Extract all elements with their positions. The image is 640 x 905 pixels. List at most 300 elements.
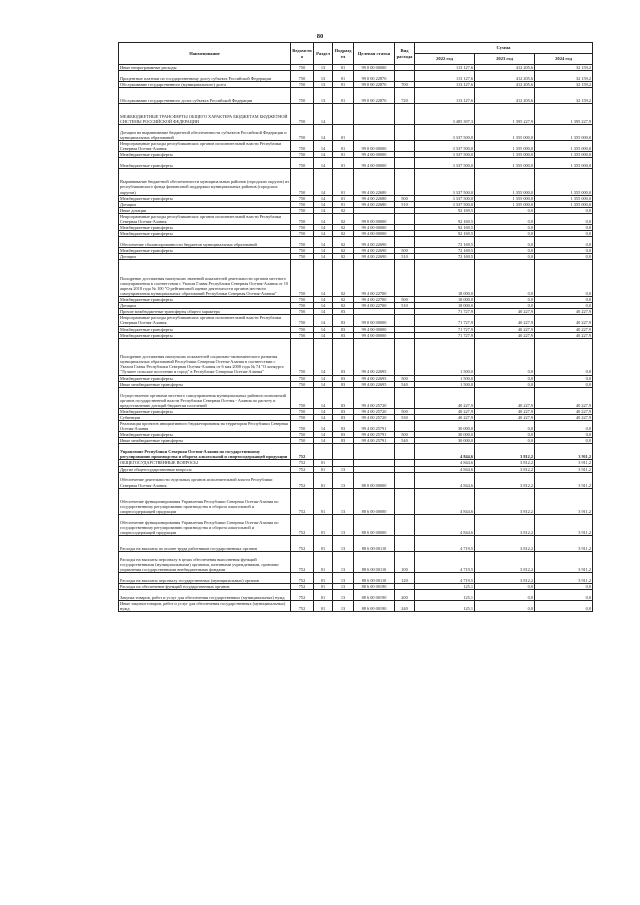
cell-name: Расходы на выплаты персоналу в целях обеспечения выполнения функций государственными (муниципальными) органами, казенными учреждениями, органами управления государственными внебюджетными фондами bbox=[119, 552, 291, 573]
cell-sum-2022: 4 719,5 bbox=[415, 552, 475, 573]
cell-target-article: 99 4 00 25720 bbox=[354, 408, 395, 414]
cell-sum-2024: 40 227,9 bbox=[535, 315, 593, 326]
cell-expense-type bbox=[395, 260, 415, 297]
cell-ministry: 750 bbox=[291, 297, 314, 303]
cell-expense-type: 540 bbox=[395, 381, 415, 387]
cell-subsection: 13 bbox=[333, 573, 354, 584]
cell-target-article: 99 4 00 00000 bbox=[354, 332, 395, 338]
header-year-2023: 2023 год bbox=[475, 54, 535, 65]
cell-section: 14 bbox=[314, 225, 333, 231]
cell-sum-2023: 3 812,2 bbox=[475, 460, 535, 466]
cell-ministry: 752 bbox=[291, 584, 314, 590]
cell-sum-2022: 72 169,5 bbox=[415, 254, 475, 260]
cell-expense-type bbox=[395, 315, 415, 326]
cell-expense-type: 510 bbox=[395, 254, 415, 260]
cell-sum-2023: 0,0 bbox=[475, 601, 535, 612]
cell-expense-type: 700 bbox=[395, 81, 415, 87]
cell-name: Обслуживание государственного долга субъекта Российской Федерации bbox=[119, 87, 291, 103]
cell-section: 01 bbox=[314, 536, 333, 552]
table-row bbox=[119, 573, 593, 584]
cell-ministry: 752 bbox=[291, 573, 314, 584]
cell-name: Другие общегосударственные вопросы bbox=[119, 466, 291, 472]
cell-sum-2024: 0,0 bbox=[535, 381, 593, 387]
cell-sum-2022: 1 500,0 bbox=[415, 375, 475, 381]
cell-ministry: 750 bbox=[291, 438, 314, 444]
header-ministry: Ведомство bbox=[291, 43, 314, 65]
cell-target-article: 99 4 00 22680 bbox=[354, 169, 395, 195]
cell-section: 14 bbox=[314, 326, 333, 332]
cell-sum-2022: 40 227,9 bbox=[415, 408, 475, 414]
header-name: Наименование bbox=[119, 43, 291, 65]
cell-subsection: 01 bbox=[333, 81, 354, 87]
cell-sum-2024: 0,0 bbox=[535, 601, 593, 612]
cell-expense-type bbox=[395, 141, 415, 152]
cell-name: Иные непрограммные расходы bbox=[119, 65, 291, 71]
cell-sum-2024: 40 227,9 bbox=[535, 415, 593, 421]
cell-sum-2022: 72 169,5 bbox=[415, 248, 475, 254]
cell-name: Дотации bbox=[119, 254, 291, 260]
cell-name: Межбюджетные трансферты bbox=[119, 152, 291, 158]
table-row bbox=[119, 213, 593, 224]
cell-subsection: 13 bbox=[333, 590, 354, 601]
cell-sum-2022: 18 000,0 bbox=[415, 297, 475, 303]
cell-section: 14 bbox=[314, 387, 333, 408]
cell-sum-2023: 0,0 bbox=[475, 432, 535, 438]
cell-name: Межбюджетные трансферты bbox=[119, 375, 291, 381]
cell-ministry: 752 bbox=[291, 460, 314, 466]
cell-target-article bbox=[354, 125, 395, 141]
cell-subsection: 13 bbox=[333, 515, 354, 536]
cell-sum-2022: 30 000,0 bbox=[415, 421, 475, 432]
cell-section: 14 bbox=[314, 408, 333, 414]
cell-sum-2023: 0,0 bbox=[475, 260, 535, 297]
cell-sum-2023: 1 355 000,0 bbox=[475, 158, 535, 169]
cell-subsection: 13 bbox=[333, 488, 354, 514]
cell-sum-2024: 0,0 bbox=[535, 375, 593, 381]
cell-target-article: 99 0 00 00000 bbox=[354, 213, 395, 224]
cell-sum-2022: 3 337 500,0 bbox=[415, 169, 475, 195]
cell-sum-2024: 0,0 bbox=[535, 303, 593, 309]
cell-sum-2022: 1 500,0 bbox=[415, 338, 475, 375]
cell-subsection: 13 bbox=[333, 466, 354, 472]
cell-target-article: 99 4 00 00000 bbox=[354, 225, 395, 231]
cell-ministry: 750 bbox=[291, 213, 314, 224]
cell-sum-2023: 3 812,2 bbox=[475, 573, 535, 584]
cell-sum-2023: 0,0 bbox=[475, 237, 535, 248]
cell-target-article: 99 0 00 00000 bbox=[354, 65, 395, 71]
cell-target-article: 88 6 00 00110 bbox=[354, 573, 395, 584]
cell-ministry: 750 bbox=[291, 432, 314, 438]
cell-sum-2024: 3 911,2 bbox=[535, 466, 593, 472]
cell-sum-2024: 0,0 bbox=[535, 248, 593, 254]
cell-sum-2022: 92 169,5 bbox=[415, 207, 475, 213]
cell-sum-2023: 1 355 000,0 bbox=[475, 169, 535, 195]
cell-target-article: 99 4 00 22700 bbox=[354, 297, 395, 303]
cell-section: 13 bbox=[314, 81, 333, 87]
cell-name: МЕЖБЮДЖЕТНЫЕ ТРАНСФЕРТЫ ОБЩЕГО ХАРАКТЕРА БЮДЖЕТАМ БЮДЖЕТНОЙ СИСТЕМЫ РОССИЙСКОЙ ФЕДЕРАЦИИ bbox=[119, 103, 291, 124]
cell-sum-2023: 0,0 bbox=[475, 438, 535, 444]
table-row bbox=[119, 444, 593, 460]
cell-section: 01 bbox=[314, 601, 333, 612]
cell-subsection: 01 bbox=[333, 71, 354, 82]
cell-sum-2024: 1 355 000,0 bbox=[535, 201, 593, 207]
cell-expense-type bbox=[395, 421, 415, 432]
cell-subsection bbox=[333, 103, 354, 124]
cell-section: 14 bbox=[314, 297, 333, 303]
cell-name: Обеспечение функционирования Управления Республики Северная Осетия-Алания по государственному регулированию производства и оборота алкогольной и спиртосодержащей продукции bbox=[119, 515, 291, 536]
cell-target-article: 99 4 00 22695 bbox=[354, 381, 395, 387]
cell-ministry: 750 bbox=[291, 248, 314, 254]
cell-name: Дотации на выравнивание бюджетной обеспеченности субъектов Российской Федерации и муниципальных образований bbox=[119, 125, 291, 141]
cell-sum-2023: 412 205,6 bbox=[475, 71, 535, 82]
cell-sum-2024: 1 355 000,0 bbox=[535, 195, 593, 201]
cell-sum-2022: 113 127,6 bbox=[415, 71, 475, 82]
cell-target-article: 99 0 00 22870 bbox=[354, 71, 395, 82]
cell-section: 14 bbox=[314, 260, 333, 297]
cell-sum-2022: 30 000,0 bbox=[415, 432, 475, 438]
cell-sum-2024: 0,0 bbox=[535, 432, 593, 438]
cell-section: 01 bbox=[314, 515, 333, 536]
cell-name: Иные межбюджетные трансферты bbox=[119, 438, 291, 444]
cell-sum-2022: 40 227,9 bbox=[415, 387, 475, 408]
cell-section bbox=[314, 444, 333, 460]
header-expense-type: Вид расхода bbox=[395, 43, 415, 65]
cell-target-article: 99 4 00 25791 bbox=[354, 432, 395, 438]
header-year-2022: 2022 год bbox=[415, 54, 475, 65]
cell-expense-type: 200 bbox=[395, 590, 415, 601]
cell-name: Иные закупки товаров, работ и услуг для обеспечения государственных (муниципальных) нужд bbox=[119, 601, 291, 612]
cell-sum-2023: 412 205,6 bbox=[475, 65, 535, 71]
cell-ministry: 750 bbox=[291, 332, 314, 338]
cell-subsection: 01 bbox=[333, 201, 354, 207]
cell-name: Субвенции bbox=[119, 415, 291, 421]
cell-ministry: 750 bbox=[291, 125, 314, 141]
cell-sum-2022: 3 337 500,0 bbox=[415, 125, 475, 141]
cell-sum-2023: 3 812,2 bbox=[475, 552, 535, 573]
table-row bbox=[119, 103, 593, 124]
cell-target-article: 88 6 00 00000 bbox=[354, 515, 395, 536]
cell-sum-2024: 1 355 000,0 bbox=[535, 152, 593, 158]
cell-expense-type bbox=[395, 169, 415, 195]
cell-name: Обеспечение сбалансированности бюджетов муниципальных образований bbox=[119, 237, 291, 248]
cell-sum-2022: 71 727,9 bbox=[415, 315, 475, 326]
cell-name: Межбюджетные трансферты bbox=[119, 231, 291, 237]
table-row bbox=[119, 158, 593, 169]
cell-subsection: 03 bbox=[333, 338, 354, 375]
cell-sum-2022: 4 844,6 bbox=[415, 488, 475, 514]
cell-sum-2022: 40 227,9 bbox=[415, 415, 475, 421]
table-row bbox=[119, 421, 593, 432]
cell-sum-2024: 3 911,2 bbox=[535, 460, 593, 466]
cell-name: Межбюджетные трансферты bbox=[119, 158, 291, 169]
cell-ministry: 752 bbox=[291, 536, 314, 552]
cell-expense-type bbox=[395, 71, 415, 82]
cell-sum-2022: 71 727,9 bbox=[415, 332, 475, 338]
cell-sum-2022: 4 844,6 bbox=[415, 460, 475, 466]
cell-sum-2024: 32 159,2 bbox=[535, 81, 593, 87]
cell-sum-2022: 30 000,0 bbox=[415, 438, 475, 444]
cell-section: 14 bbox=[314, 303, 333, 309]
cell-target-article: 99 4 00 22680 bbox=[354, 195, 395, 201]
cell-expense-type: 500 bbox=[395, 195, 415, 201]
cell-subsection: 03 bbox=[333, 375, 354, 381]
cell-sum-2022: 18 000,0 bbox=[415, 303, 475, 309]
cell-target-article bbox=[354, 444, 395, 460]
cell-subsection: 02 bbox=[333, 213, 354, 224]
cell-sum-2024: 3 911,2 bbox=[535, 488, 593, 514]
cell-ministry: 750 bbox=[291, 254, 314, 260]
cell-ministry: 750 bbox=[291, 231, 314, 237]
cell-sum-2022: 72 169,5 bbox=[415, 237, 475, 248]
cell-target-article: 99 0 00 00000 bbox=[354, 315, 395, 326]
cell-sum-2024: 40 227,9 bbox=[535, 408, 593, 414]
cell-sum-2024: 3 911,2 bbox=[535, 573, 593, 584]
cell-name: Дотации bbox=[119, 303, 291, 309]
cell-ministry: 752 bbox=[291, 472, 314, 488]
cell-expense-type bbox=[395, 213, 415, 224]
cell-subsection: 03 bbox=[333, 326, 354, 332]
cell-sum-2022: 71 727,9 bbox=[415, 309, 475, 315]
cell-sum-2024: 3 911,2 bbox=[535, 552, 593, 573]
cell-expense-type: 240 bbox=[395, 601, 415, 612]
cell-ministry: 750 bbox=[291, 303, 314, 309]
cell-expense-type: 540 bbox=[395, 438, 415, 444]
cell-ministry: 750 bbox=[291, 141, 314, 152]
table-row bbox=[119, 488, 593, 514]
cell-sum-2022: 3 337 500,0 bbox=[415, 152, 475, 158]
cell-section: 14 bbox=[314, 125, 333, 141]
cell-sum-2022: 4 844,6 bbox=[415, 472, 475, 488]
cell-sum-2022: 92 169,5 bbox=[415, 231, 475, 237]
cell-section: 14 bbox=[314, 432, 333, 438]
cell-sum-2024: 0,0 bbox=[535, 225, 593, 231]
page-number: 80 bbox=[316, 33, 324, 40]
cell-name: Дотации bbox=[119, 201, 291, 207]
cell-section: 01 bbox=[314, 488, 333, 514]
cell-subsection: 01 bbox=[333, 195, 354, 201]
cell-target-article: 99 4 00 22700 bbox=[354, 303, 395, 309]
cell-target-article bbox=[354, 103, 395, 124]
cell-sum-2024: 32 159,2 bbox=[535, 65, 593, 71]
cell-sum-2024: 0,0 bbox=[535, 237, 593, 248]
cell-subsection: 13 bbox=[333, 552, 354, 573]
cell-ministry: 750 bbox=[291, 408, 314, 414]
cell-subsection: 01 bbox=[333, 87, 354, 103]
cell-sum-2022: 113 127,6 bbox=[415, 81, 475, 87]
cell-sum-2024: 0,0 bbox=[535, 207, 593, 213]
cell-sum-2024: 1 395 227,9 bbox=[535, 103, 593, 124]
cell-sum-2022: 125,1 bbox=[415, 590, 475, 601]
cell-sum-2023: 3 812,2 bbox=[475, 488, 535, 514]
cell-sum-2022: 18 000,0 bbox=[415, 260, 475, 297]
cell-ministry: 750 bbox=[291, 81, 314, 87]
cell-sum-2023: 40 227,9 bbox=[475, 309, 535, 315]
cell-sum-2023: 0,0 bbox=[475, 231, 535, 237]
cell-ministry: 752 bbox=[291, 515, 314, 536]
header-target-article: Целевая статья bbox=[354, 43, 395, 65]
cell-sum-2022: 3 337 500,0 bbox=[415, 158, 475, 169]
cell-subsection: 02 bbox=[333, 303, 354, 309]
cell-name: Расходы на выплаты персоналу государственных (муниципальных) органов bbox=[119, 573, 291, 584]
cell-sum-2024: 0,0 bbox=[535, 438, 593, 444]
cell-target-article: 99 4 00 25791 bbox=[354, 421, 395, 432]
cell-ministry: 752 bbox=[291, 466, 314, 472]
cell-sum-2023: 1 355 000,0 bbox=[475, 195, 535, 201]
cell-sum-2023: 0,0 bbox=[475, 590, 535, 601]
cell-sum-2024: 1 355 000,0 bbox=[535, 169, 593, 195]
cell-sum-2024: 40 227,9 bbox=[535, 387, 593, 408]
cell-name: Обеспечение деятельности отдельных органов исполнительной власти Республики Северная Осетия-Алания bbox=[119, 472, 291, 488]
cell-target-article: 99 4 00 22695 bbox=[354, 375, 395, 381]
cell-sum-2023: 1 355 000,0 bbox=[475, 152, 535, 158]
cell-target-article: 99 4 00 22695 bbox=[354, 338, 395, 375]
cell-expense-type: 510 bbox=[395, 303, 415, 309]
cell-subsection: 01 bbox=[333, 152, 354, 158]
cell-sum-2024: 0,0 bbox=[535, 584, 593, 590]
cell-subsection: 03 bbox=[333, 387, 354, 408]
cell-sum-2024: 3 911,2 bbox=[535, 444, 593, 460]
cell-target-article: 99 4 00 25791 bbox=[354, 438, 395, 444]
cell-sum-2024: 3 911,2 bbox=[535, 472, 593, 488]
cell-ministry: 750 bbox=[291, 375, 314, 381]
cell-ministry: 750 bbox=[291, 158, 314, 169]
cell-sum-2023: 0,0 bbox=[475, 303, 535, 309]
cell-sum-2024: 32 159,2 bbox=[535, 71, 593, 82]
cell-name: Расходы на выплаты по оплате труда работников государственных органов bbox=[119, 536, 291, 552]
cell-sum-2023: 0,0 bbox=[475, 225, 535, 231]
cell-sum-2023: 40 227,9 bbox=[475, 326, 535, 332]
cell-sum-2023: 0,0 bbox=[475, 248, 535, 254]
cell-sum-2022: 113 127,6 bbox=[415, 87, 475, 103]
header-sum: Сумма bbox=[415, 43, 593, 54]
cell-sum-2022: 4 719,5 bbox=[415, 573, 475, 584]
cell-ministry: 750 bbox=[291, 71, 314, 82]
cell-expense-type bbox=[395, 472, 415, 488]
cell-sum-2024: 0,0 bbox=[535, 254, 593, 260]
cell-section: 14 bbox=[314, 169, 333, 195]
cell-target-article: 88 6 00 00190 bbox=[354, 584, 395, 590]
cell-sum-2023: 0,0 bbox=[475, 254, 535, 260]
table-row bbox=[119, 515, 593, 536]
cell-name: Непрограммные расходы республиканских органов исполнительной власти Республики Северная Осетия-Алания bbox=[119, 141, 291, 152]
cell-section: 14 bbox=[314, 309, 333, 315]
table-row bbox=[119, 141, 593, 152]
cell-name: Обслуживание государственного (муниципального) долга bbox=[119, 81, 291, 87]
cell-name: Прочие межбюджетные трансферты общего характера bbox=[119, 309, 291, 315]
cell-section: 14 bbox=[314, 201, 333, 207]
cell-expense-type: 100 bbox=[395, 552, 415, 573]
cell-name: Непрограммные расходы республиканских органов исполнительной власти Республики Северная Осетия-Алания bbox=[119, 315, 291, 326]
cell-sum-2024: 0,0 bbox=[535, 260, 593, 297]
cell-expense-type bbox=[395, 444, 415, 460]
cell-sum-2023: 40 227,9 bbox=[475, 415, 535, 421]
cell-expense-type: 500 bbox=[395, 375, 415, 381]
table-row bbox=[119, 71, 593, 82]
cell-ministry: 750 bbox=[291, 207, 314, 213]
cell-subsection: 02 bbox=[333, 237, 354, 248]
cell-sum-2023: 0,0 bbox=[475, 338, 535, 375]
cell-section: 14 bbox=[314, 315, 333, 326]
cell-target-article: 99 4 00 00000 bbox=[354, 152, 395, 158]
cell-ministry: 750 bbox=[291, 326, 314, 332]
cell-sum-2024: 1 355 000,0 bbox=[535, 141, 593, 152]
cell-expense-type bbox=[395, 237, 415, 248]
header-year-2024: 2024 год bbox=[535, 54, 593, 65]
cell-sum-2024: 40 227,9 bbox=[535, 332, 593, 338]
cell-sum-2024: 0,0 bbox=[535, 231, 593, 237]
cell-subsection: 01 bbox=[333, 125, 354, 141]
table-row bbox=[119, 536, 593, 552]
cell-expense-type bbox=[395, 158, 415, 169]
cell-expense-type: 510 bbox=[395, 201, 415, 207]
cell-target-article: 88 6 00 00190 bbox=[354, 601, 395, 612]
cell-name: Непрограммные расходы республиканских органов исполнительной власти Республики Северная Осетия-Алания bbox=[119, 213, 291, 224]
cell-subsection: 02 bbox=[333, 207, 354, 213]
cell-sum-2023: 3 812,2 bbox=[475, 515, 535, 536]
cell-ministry: 750 bbox=[291, 237, 314, 248]
cell-name: Осуществление органами местного самоуправления муниципальных районов полномочий органов государственной власти Республики Северная Осетия - Алания по расчету и предоставлению дотаций бюджетам поселений bbox=[119, 387, 291, 408]
cell-section: 14 bbox=[314, 237, 333, 248]
cell-subsection: 13 bbox=[333, 601, 354, 612]
cell-subsection: 02 bbox=[333, 231, 354, 237]
cell-subsection: 01 bbox=[333, 141, 354, 152]
table-row bbox=[119, 315, 593, 326]
table-row bbox=[119, 125, 593, 141]
header-subsection: Подраздел bbox=[333, 43, 354, 65]
cell-section: 01 bbox=[314, 466, 333, 472]
cell-sum-2023: 3 812,2 bbox=[475, 466, 535, 472]
cell-name: Межбюджетные трансферты bbox=[119, 195, 291, 201]
cell-subsection: 03 bbox=[333, 309, 354, 315]
cell-sum-2023: 40 227,9 bbox=[475, 387, 535, 408]
cell-subsection: 02 bbox=[333, 225, 354, 231]
cell-subsection: 13 bbox=[333, 536, 354, 552]
cell-subsection: 02 bbox=[333, 248, 354, 254]
cell-name: Межбюджетные трансферты bbox=[119, 408, 291, 414]
cell-name: Межбюджетные трансферты bbox=[119, 326, 291, 332]
cell-sum-2023: 412 205,6 bbox=[475, 81, 535, 87]
cell-section: 14 bbox=[314, 231, 333, 237]
cell-name: Поощрение достижения наилучших значений показателей деятельности органов местного самоуправления в соответствии с Указом Главы Республики Северная Осетия-Алания от 10 апреля 2018 года № 100 "О рейтинговой оценке деятельности органов местного самоуправления муниципальных образований Республики Северная Осетия-Алания" bbox=[119, 260, 291, 297]
cell-section: 14 bbox=[314, 254, 333, 260]
cell-subsection: 03 bbox=[333, 315, 354, 326]
cell-sum-2024: 40 227,9 bbox=[535, 326, 593, 332]
cell-sum-2023: 0,0 bbox=[475, 213, 535, 224]
cell-sum-2023: 0,0 bbox=[475, 584, 535, 590]
cell-sum-2022: 3 485 397,3 bbox=[415, 103, 475, 124]
cell-sum-2024: 0,0 bbox=[535, 590, 593, 601]
cell-name: Иные дотации bbox=[119, 207, 291, 213]
cell-sum-2024: 1 355 000,0 bbox=[535, 158, 593, 169]
cell-expense-type bbox=[395, 488, 415, 514]
cell-name: Реализация проектов инициативного бюджетирования на территории Республики Северная Осетия-Алания bbox=[119, 421, 291, 432]
cell-sum-2024: 40 227,9 bbox=[535, 309, 593, 315]
cell-sum-2022: 3 337 500,0 bbox=[415, 201, 475, 207]
cell-expense-type: 500 bbox=[395, 408, 415, 414]
cell-target-article: 99 4 00 25720 bbox=[354, 387, 395, 408]
cell-subsection: 03 bbox=[333, 432, 354, 438]
cell-target-article: 99 4 00 22690 bbox=[354, 254, 395, 260]
cell-section: 13 bbox=[314, 87, 333, 103]
cell-ministry: 750 bbox=[291, 103, 314, 124]
cell-section: 14 bbox=[314, 141, 333, 152]
cell-sum-2023: 0,0 bbox=[475, 297, 535, 303]
cell-sum-2022: 71 727,9 bbox=[415, 326, 475, 332]
table-row bbox=[119, 338, 593, 375]
cell-ministry: 750 bbox=[291, 338, 314, 375]
cell-target-article: 88 6 00 00110 bbox=[354, 536, 395, 552]
cell-sum-2023: 3 812,2 bbox=[475, 472, 535, 488]
